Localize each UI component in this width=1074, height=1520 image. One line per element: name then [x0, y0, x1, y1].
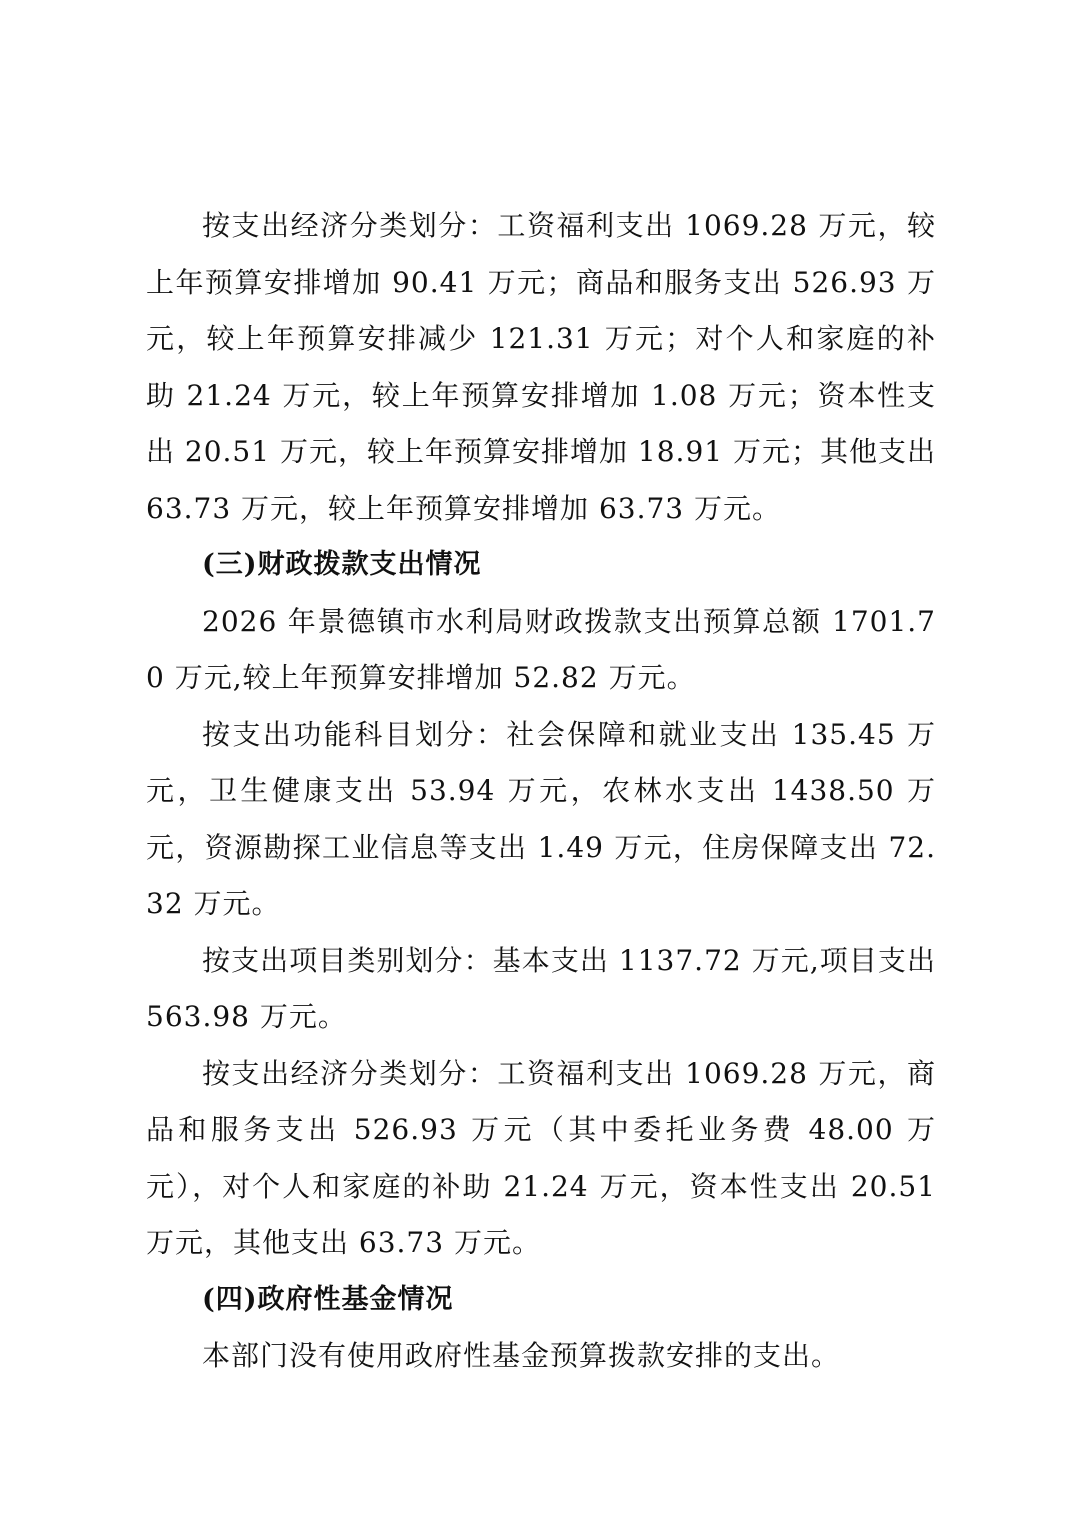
- paragraph-economic-classification-prev: 按支出经济分类划分：工资福利支出 1069.28 万元，较上年预算安排增加 90.41 万元；商品和服务支出 526.93 万元，较上年预算安排减少 121.31 万元；对个人和家庭的补助 21.24 万元，较上年预算安排增加 1.08 万元；资本性支出 20.51 万元，较上年预算安排增加 18.91 万元；其他支出 63.73 万元，较上年预算安排增加 63.73 万元。: [146, 209, 936, 525]
- paragraph-functional-classification: 按支出功能科目划分：社会保障和就业支出 135.45 万元，卫生健康支出 53.94 万元，农林水支出 1438.50 万元，资源勘探工业信息等支出 1.49 万元，住房保障支出 72.32 万元。: [146, 717, 936, 920]
- paragraph-government-fund: 本部门没有使用政府性基金预算拨款安排的支出。: [202, 1339, 841, 1372]
- paragraph-economic-classification: 按支出经济分类划分：工资福利支出 1069.28 万元，商品和服务支出 526.93 万元（其中委托业务费 48.00 万元），对个人和家庭的补助 21.24 万元，资本性支出 20.51 万元，其他支出 63.73 万元。: [146, 1056, 936, 1259]
- section-heading-government-fund: (四)政府性基金情况: [202, 1283, 454, 1315]
- paragraph-fiscal-total: 2026 年景德镇市水利局财政拨款支出预算总额 1701.70 万元,较上年预算安排增加 52.82 万元。: [146, 604, 936, 694]
- paragraph-project-classification: 按支出项目类别划分：基本支出 1137.72 万元,项目支出 563.98 万元。: [146, 943, 936, 1033]
- section-heading-fiscal-expenditure: (三)财政拨款支出情况: [202, 549, 482, 580]
- document-body: [146, 198, 936, 1385]
